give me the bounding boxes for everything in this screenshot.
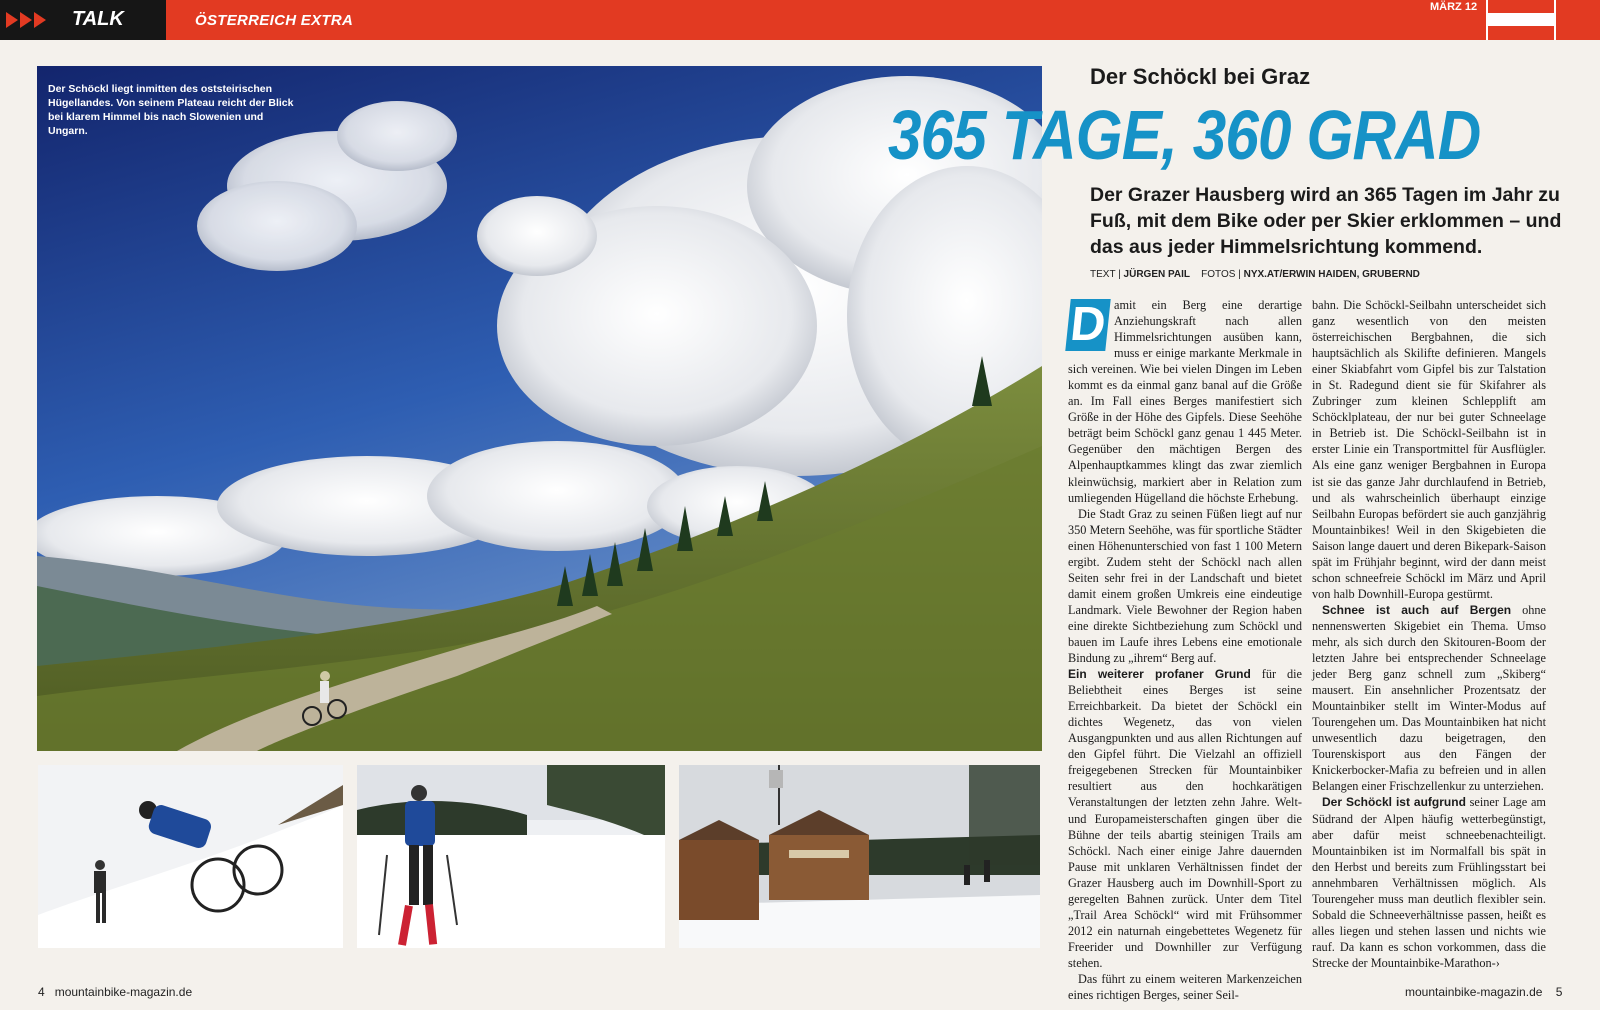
paragraph-lead-in: Der Schöckl ist aufgrund — [1322, 795, 1466, 810]
article-credits — [1090, 269, 1420, 280]
text-credit-label: TEXT | — [1090, 269, 1121, 280]
body-paragraph: Schnee ist auch auf Bergen ohne nennenswerten Skigebiet ein Thema. Umso mehr, als sich durch den Skitouren-Boom der letzten Jahre bei entsprechender Schneelage jeder Berg ganz schnell zum „Skiberg“ mausert. Ein ansehnlicher Prozentsatz der Mountainbiker stellt im Winter-Modus auf Tourengehen um. Das Mountainbiken hat nicht unwesentlich dazu beigetragen, den Tourenskisport aus den Fängen der Knickerbocker-Mafia zu befreien und in allen Belangen einer Frischzellenkur zu unterziehen. — [1312, 602, 1546, 794]
header-bar — [0, 0, 1600, 40]
site-url-left: mountainbike-magazin.de — [54, 985, 193, 999]
talk-label: TALK — [72, 8, 124, 30]
page-number-left: 4 — [38, 985, 45, 999]
article-kicker: Der Schöckl bei Graz — [1090, 64, 1311, 89]
photo-mountain-hut — [679, 765, 1040, 948]
arrow-icon — [6, 12, 46, 28]
article-deck: Der Grazer Hausberg wird an 365 Tagen im Jahr zu Fuß, mit dem Bike oder per Skier erklommen – und das aus jeder Himmelsrichtung kommend. — [1090, 184, 1562, 258]
body-paragraph: bahn. Die Schöckl-Seilbahn unterscheidet sich ganz wesentlich von den meisten österreichischen Bergbahnen, die sich hauptsächlich als Skilifte definieren. Mangels einer Skiabfahrt vom Gipfel bis zur Talstation in St. Radegund dient sie für Skifahrer als Zubringer zum kleinen Schlepplift am Schöcklplateau, der nur bei guter Schneelage in Betrieb ist. Die Schöckl-Seilbahn ist in erster Linie ein Transportmittel für Ausflügler. Als eine ganz weniger Bergbahnen in Europa ist sie das ganze Jahr durchlaufend in Betrieb, und als wahrscheinlich überhaupt einzige Seilbahn Europas befördert sie auch ganzjährig Mountainbikes! Weil in den Skigebieten die Saison lange dauert und deren Bikepark-Saison spät im Frühjahr beginnt, wird der dann meist schon schneefreie Schöckl im März und April von halb Downhill-Europa gestürmt. — [1312, 298, 1546, 601]
author-name: JÜRGEN PAIL — [1123, 269, 1191, 280]
photo-ski-tour — [357, 765, 665, 948]
article-headline: 365 TAGE, 360 GRAD — [888, 96, 1481, 174]
photo-credit-label: FOTOS | — [1201, 269, 1241, 280]
body-paragraph: Das führt zu einem weiteren Markenzeichen eines richtigen Berges, seiner Seil- — [1068, 971, 1302, 1003]
photo-ski-bike — [38, 765, 343, 948]
page-number-right: 5 — [1555, 985, 1563, 999]
footer-right — [1405, 985, 1562, 999]
paragraph-lead-in: Ein weiterer profaner Grund — [1068, 667, 1251, 682]
photographer-names: NYX.AT/ERWIN HAIDEN, GRUBERND — [1243, 269, 1420, 280]
drop-cap: D — [1065, 299, 1110, 351]
photo-caption: Der Schöckl liegt inmitten des oststeirischen Hügellandes. Von seinem Plateau reicht der Blick bei klarem Himmel bis nach Slowenien und Ungarn. — [48, 83, 294, 137]
article-column-1 — [1068, 297, 1302, 1003]
issue-date: MÄRZ 12 — [1430, 1, 1478, 13]
talk-label-box — [0, 0, 166, 40]
article-column-2 — [1312, 297, 1546, 971]
footer-left — [38, 985, 192, 999]
body-paragraph: D amit ein Berg eine derartige Anziehungskraft nach allen Himmelsrichtungen ausüben kann, muss er einige markante Merkmale in sich vereinen. Wie bei vielen Dingen im Leben kommt es da einmal ganz banal auf die Größe an. Im Fall eines Berges manifestiert sich Größe in der Höhe des Gipfels. Diese Seehöhe beträgt beim Schöckl ganz genau 1 445 Meter. Gegenüber den mächtigen Bergen des Alpenhauptkammes klingt das zwar ziemlich kleinwüchsig, markiert aber in Relation zum umliegenden Hügelland die höchste Erhebung. — [1068, 297, 1302, 506]
site-url-right: mountainbike-magazin.de — [1405, 985, 1543, 999]
austria-flag-icon — [1486, 0, 1556, 40]
body-paragraph: Ein weiterer profaner Grund für die Beliebtheit eines Berges ist seine Erreichbarkeit. Da bietet der Schöckl ein dichtes Wegenetz, das von vielen Ausgangpunkten und aus allen Richtungen auf den Gipfel führt. Die Vielzahl an offiziell freigegebenen Strecken für Mountainbiker resultiert aus den hochkarätigen Veranstaltungen der letzten zehn Jahre. Welt- und Europameisterschaften gingen über die Bühne der teils abartig steinigen Trails am Schöckl. Nach einer einige Jahre dauernden Pause mit unklaren Verhältnissen findet der Grazer Hausberg auch im Downhill-Sport zu geregelten Bahnen zurück. Unter dem Titel „Trail Area Schöckl“ wird mit Frühsommer 2012 ein naturnah eingebettetes Wegenetz für Freerider und Downhiller zur Verfügung stehen. — [1068, 667, 1302, 970]
paragraph-lead-in: Schnee ist auch auf Bergen — [1322, 602, 1512, 617]
section-label: ÖSTERREICH EXTRA — [195, 12, 354, 29]
body-paragraph: Der Schöckl ist aufgrund seiner Lage am Südrand der Alpen häufig wetterbegünstigt, aber dafür meist schneebenachteiligt. Mountainbiken ist im Normalfall bis spät in den Herbst und bereits zum Frühlingsstart bei annehmbaren Verhältnissen möglich. Als Tourengeher muss man deutlich flexibler sein. Sobald die Schneeverhältnisse passen, heißt es alles liegen und stehen lassen und nichts wie rauf. Da kann es schon vorkommen, dass die Strecke der Mountainbike-Marathon-› — [1312, 795, 1546, 970]
body-paragraph: Die Stadt Graz zu seinen Füßen liegt auf nur 350 Metern Seehöhe, was für sportliche Städter einen Höhenunterschied von fast 1 100 Metern ergibt. Zudem steht der Schöckl nach allen Seiten sehr frei in der Landschaft und bietet damit einem großen Umkreis eine eindeutige Landmark. Viele Bewohner der Region haben eine direkte Sichtbeziehung zum Schöckl und bauen im Laufe ihres Lebens eine emotionale Bindung zu „ihrem“ Berg auf. — [1068, 506, 1302, 666]
